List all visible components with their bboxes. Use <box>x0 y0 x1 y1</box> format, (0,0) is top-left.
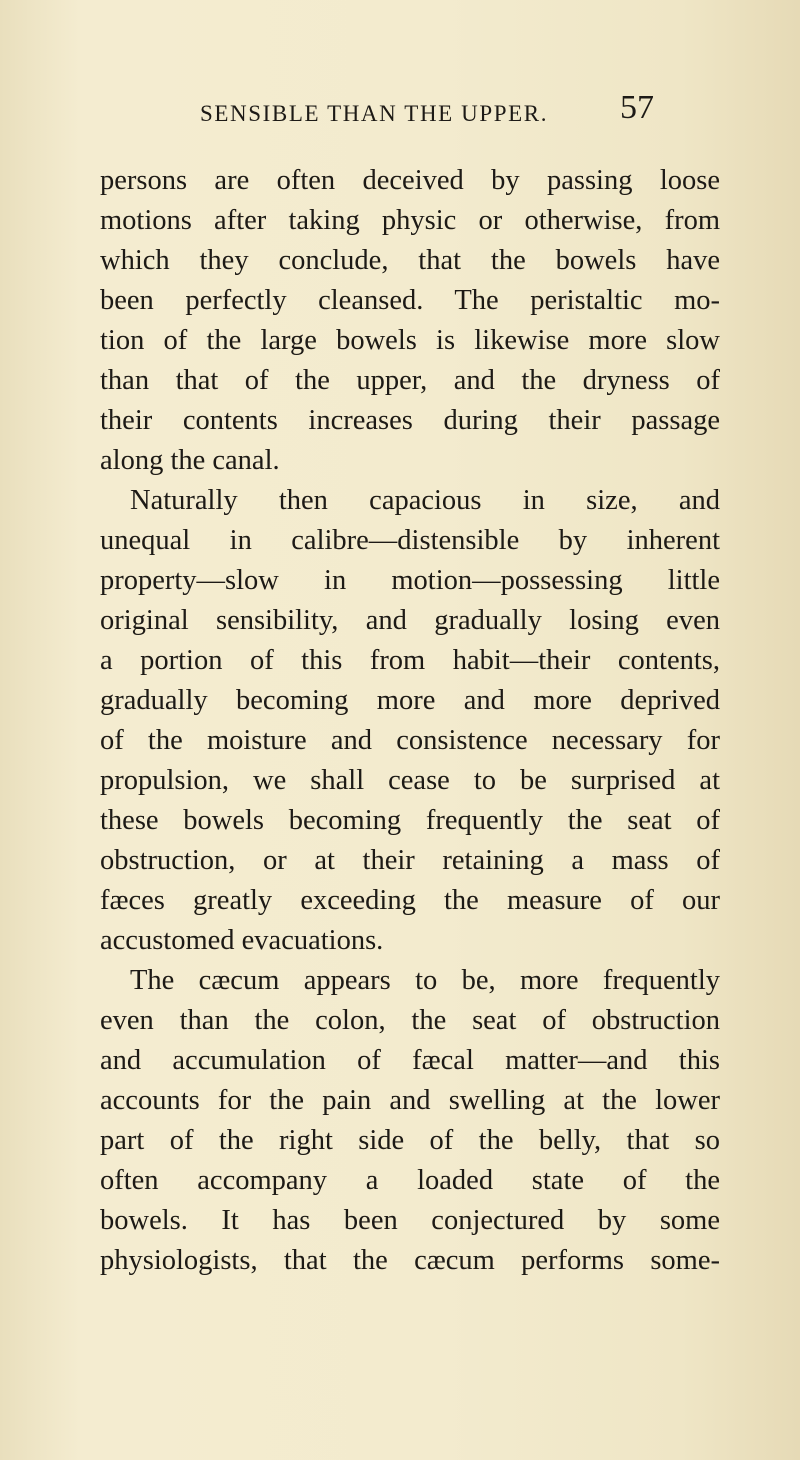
text-line: unequal in calibre—distensible by inherent <box>100 525 720 556</box>
text-line: physiologists, that the cæcum performs some- <box>100 1245 720 1276</box>
text-line: persons are often deceived by passing loose <box>100 165 720 196</box>
text-line: often accompany a loaded state of the <box>100 1165 720 1196</box>
text-line: these bowels becoming frequently the seat of <box>100 805 720 836</box>
text-line: propulsion, we shall cease to be surprised at <box>100 765 720 796</box>
text-line: property—slow in motion—possessing little <box>100 565 720 596</box>
text-line: original sensibility, and gradually losing even <box>100 605 720 636</box>
text-line: motions after taking physic or otherwise, from <box>100 205 720 236</box>
page-number: 57 <box>620 89 654 126</box>
running-head: SENSIBLE THAN THE UPPER. <box>200 101 549 126</box>
text-line: been perfectly cleansed. The peristaltic mo- <box>100 285 720 316</box>
text-line: accustomed evacuations. <box>100 925 384 956</box>
text-line: tion of the large bowels is likewise more slow <box>100 325 720 356</box>
paragraph-start-line: The cæcum appears to be, more frequently <box>130 965 720 996</box>
text-line: accounts for the pain and swelling at the lower <box>100 1085 720 1116</box>
text-line: fæces greatly exceeding the measure of our <box>100 885 720 916</box>
text-line: gradually becoming more and more deprived <box>100 685 720 716</box>
text-line: a portion of this from habit—their contents, <box>100 645 720 676</box>
paragraph-start-line: Naturally then capacious in size, and <box>130 485 720 516</box>
text-line: which they conclude, that the bowels have <box>100 245 720 276</box>
text-line: and accumulation of fæcal matter—and this <box>100 1045 720 1076</box>
text-line: along the canal. <box>100 445 280 476</box>
page-header <box>200 89 660 134</box>
text-line: their contents increases during their passage <box>100 405 720 436</box>
text-line: of the moisture and consistence necessary for <box>100 725 720 756</box>
text-line: part of the right side of the belly, that so <box>100 1125 720 1156</box>
text-line: even than the colon, the seat of obstruction <box>100 1005 720 1036</box>
text-line: than that of the upper, and the dryness of <box>100 365 720 396</box>
text-line: bowels. It has been conjectured by some <box>100 1205 720 1236</box>
text-line: obstruction, or at their retaining a mass of <box>100 845 720 876</box>
body-text <box>100 161 720 1281</box>
